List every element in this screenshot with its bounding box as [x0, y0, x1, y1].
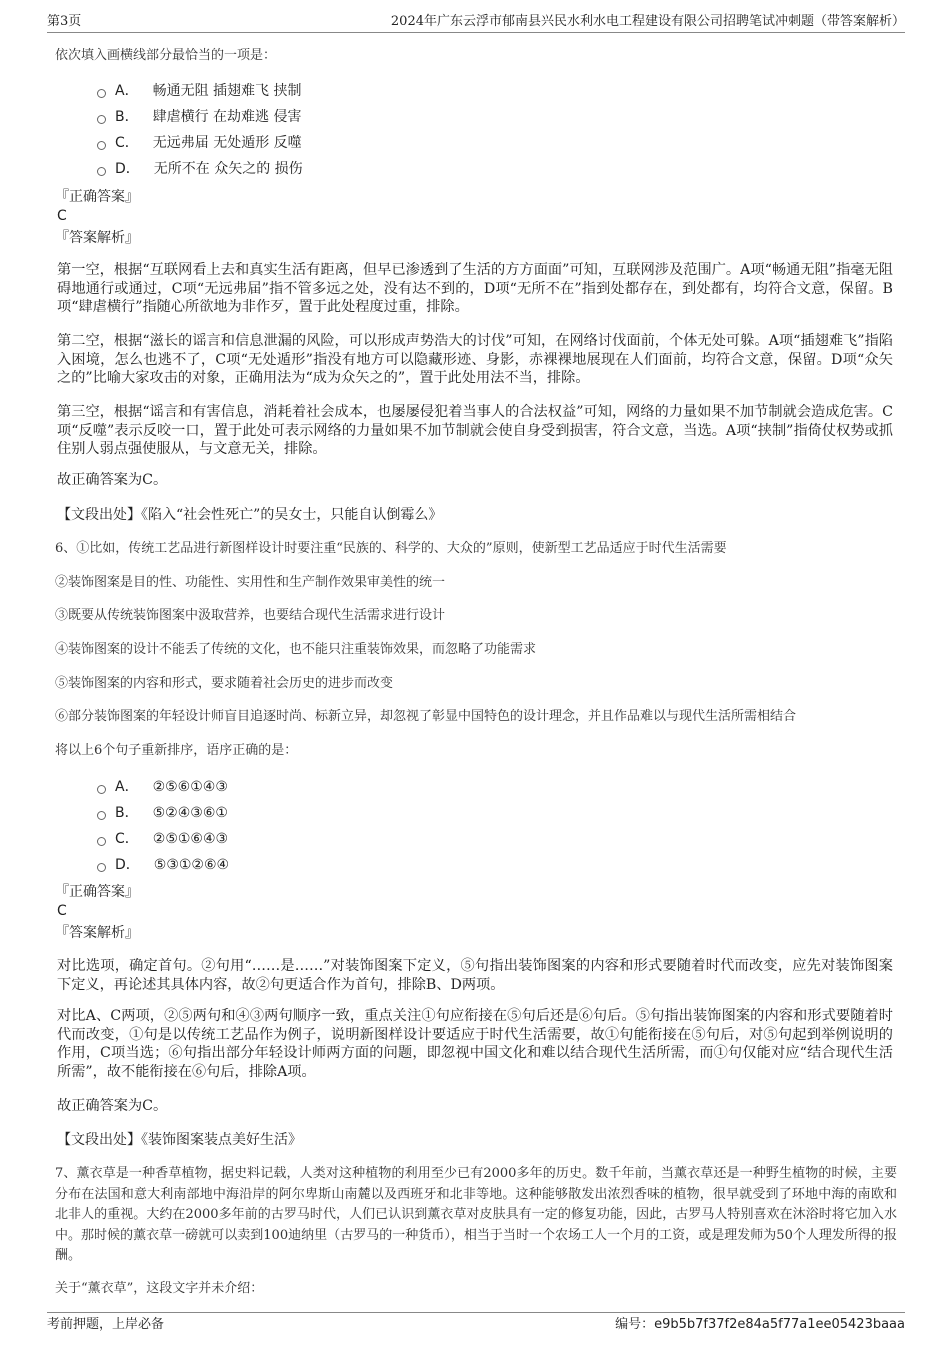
q5-option-b[interactable] — [97, 108, 302, 126]
radio-icon[interactable] — [97, 167, 106, 176]
q6-sentence-2: ②装饰图案是目的性、功能性、实用性和生产制作效果审美性的统一 — [55, 575, 446, 590]
option-letter: D． — [115, 161, 140, 177]
radio-icon[interactable] — [97, 115, 106, 124]
option-text: 畅通无阻 插翅难飞 挟制 — [152, 83, 302, 99]
q6-answer-label: 『正确答案』 — [55, 884, 139, 900]
radio-icon[interactable] — [97, 863, 106, 872]
q5-answer-label: 『正确答案』 — [55, 189, 139, 205]
q6-analysis-2: 对比A、C两项，②⑤两句和④③两句顺序一致，重点关注①句应衔接在⑤句后还是⑥句后。⑤句指出装饰图案的内容和形式要随着时代而改变，①句是以传统工艺品作为例子，说明新图样设计要适应于时代生活需要，故①句能衔接在⑤句后，对⑤句起到举例说明的作用，C项当选；⑥句指出部分年轻设计师两方面的问题，即忽视中国文化和难以结合现代生活所需，而①句仅能对应“结合现代生活所需”，故不能衔接在⑥句后，排除A项。 — [57, 1008, 893, 1080]
radio-icon[interactable] — [97, 811, 106, 820]
q6-sentence-1: 6、①比如，传统工艺品进行新图样设计时要注重“民族的、科学的、大众的”原则，使新型工艺品适应于时代生活需要 — [55, 541, 727, 556]
q6-sentence-4: ④装饰图案的设计不能丢了传统的文化，也不能只注重装饰效果，而忽略了功能需求 — [55, 642, 537, 657]
q6-analysis-conclusion: 故正确答案为C。 — [57, 1098, 168, 1114]
option-letter: C． — [115, 135, 139, 151]
radio-icon[interactable] — [97, 837, 106, 846]
q5-option-a[interactable] — [97, 82, 301, 100]
q6-option-d[interactable] — [97, 856, 229, 874]
q5-answer: C — [57, 208, 67, 224]
q6-option-a[interactable] — [97, 778, 228, 796]
radio-icon[interactable] — [97, 785, 106, 794]
option-text: 无所不在 众矢之的 损伤 — [153, 161, 303, 177]
footer-id-label: 编号： — [615, 1317, 655, 1332]
option-letter: B． — [115, 109, 139, 125]
footer-id — [615, 1315, 905, 1335]
q6-option-c[interactable] — [97, 830, 228, 848]
option-letter: A． — [115, 83, 139, 99]
q6-prompt: 将以上6个句子重新排序，语序正确的是： — [55, 743, 298, 758]
page-footer — [47, 1312, 905, 1333]
q6-option-b[interactable] — [97, 804, 228, 822]
q6-analysis-1: 对比选项，确定首句。②句用“……是……”对装饰图案下定义，⑤句指出装饰图案的内容和形式要随着时代而改变，应先对装饰图案下定义，再论述其具体内容，故②句更适合作为首句，排除B、D两项。 — [57, 958, 893, 993]
q6-analysis-label: 『答案解析』 — [55, 925, 139, 941]
q5-analysis-2: 第二空，根据“滋长的谣言和信息泄漏的风险，可以形成声势浩大的讨伐”可知，在网络讨伐面前，个体无处可躲。A项“插翅难飞”指陷入困境，怎么也逃不了，C项“无处遁形”指没有地方可以隐藏形迹、身影，赤裸裸地展现在人们面前，均符合文意，保留。D项“众矢之的”比喻大家攻击的对象，正确用法为“成为众矢之的”，置于此处用法不当，排除。 — [57, 333, 893, 386]
q5-prompt: 依次填入画横线部分最恰当的一项是： — [55, 48, 277, 63]
q6-sentence-6: ⑥部分装饰图案的年轻设计师盲目追逐时尚、标新立异，却忽视了彰显中国特色的设计理念，并且作品难以与现代生活所需相结合 — [55, 709, 797, 724]
option-text: ⑤③①②⑥④ — [153, 857, 230, 873]
option-letter: A． — [115, 779, 139, 795]
radio-icon[interactable] — [97, 141, 106, 150]
q7-prompt: 关于“薰衣草”，这段文字并未介绍： — [55, 1281, 264, 1296]
q6-sentence-5: ⑤装饰图案的内容和形式，要求随着社会历史的进步而改变 — [55, 676, 394, 691]
option-text: 无远弗届 无处遁形 反噬 — [152, 135, 302, 151]
option-text: ②⑤⑥①④③ — [152, 779, 228, 795]
option-letter: C． — [115, 831, 139, 847]
option-letter: D． — [115, 857, 140, 873]
page-number: 第3页 — [47, 14, 82, 29]
q6-sentence-3: ③既要从传统装饰图案中汲取营养，也要结合现代生活需求进行设计 — [55, 608, 446, 623]
option-text: 肆虐横行 在劫难逃 侵害 — [152, 109, 302, 125]
document-title: 2024年广东云浮市郁南县兴民水利水电工程建设有限公司招聘笔试冲刺题（带答案解析） — [390, 14, 905, 29]
q5-analysis-3: 第三空，根据“谣言和有害信息，消耗着社会成本，也屡屡侵犯着当事人的合法权益”可知，网络的力量如果不加节制就会造成危害。C项“反噬”表示反咬一口，置于此处可表示网络的力量如果不加节制就会使自身受到损害，符合文意，当选。A项“挟制”指倚仗权势或抓住别人弱点强使服从，与文意无关，排除。 — [57, 404, 893, 457]
q5-analysis-label: 『答案解析』 — [55, 230, 139, 246]
footer-id-code: e9b5b7f37f2e84a5f77a1ee05423baaa — [654, 1317, 905, 1332]
q6-answer: C — [57, 903, 67, 919]
q5-analysis-1: 第一空，根据“互联网看上去和真实生活有距离，但早已渗透到了生活的方方面面”可知，互联网涉及范围广。A项“畅通无阻”指毫无阻碍地通行或通过，C项“无远弗届”指不管多远之处，没有达不到的，D项“无所不在”指到处都存在，到处都有，均符合文意，保留。B项“肆虐横行”指随心所欲地为非作歹，置于此处程度过重，排除。 — [57, 262, 893, 315]
page-header — [47, 10, 905, 33]
footer-slogan: 考前押题，上岸必备 — [47, 1317, 165, 1332]
option-letter: B． — [115, 805, 139, 821]
option-text: ⑤②④③⑥① — [152, 805, 228, 821]
q5-option-c[interactable] — [97, 134, 302, 152]
q5-analysis-conclusion: 故正确答案为C。 — [57, 472, 168, 488]
q7-passage: 7、薰衣草是一种香草植物，据史料记载，人类对这种植物的利用至少已有2000多年的历史。数千年前，当薰衣草还是一种野生植物的时候，主要分布在法国和意大利南部地中海沿岸的阿尔卑斯山南麓以及西班牙和北非等地。这种能够散发出浓烈香味的植物，很早就受到了环地中海的南欧和北非人的重视。大约在2000多年前的古罗马时代，人们已认识到薰衣草对皮肤具有一定的修复功能，因此，古罗马人特别喜欢在沐浴时将它加入水中。那时候的薰衣草一磅就可以卖到100迪纳里（古罗马的一种货币），相当于当时一个农场工人一个月的工资，或是理发师为50个人理发所得的报酬。 — [55, 1166, 897, 1263]
q5-option-d[interactable] — [97, 160, 303, 178]
radio-icon[interactable] — [97, 89, 106, 98]
option-text: ②⑤①⑥④③ — [152, 831, 229, 847]
q5-source: 【文段出处】《陷入“社会性死亡”的吴女士，只能自认倒霉么》 — [57, 507, 443, 523]
q6-source: 【文段出处】《装饰图案装点美好生活》 — [57, 1132, 302, 1148]
